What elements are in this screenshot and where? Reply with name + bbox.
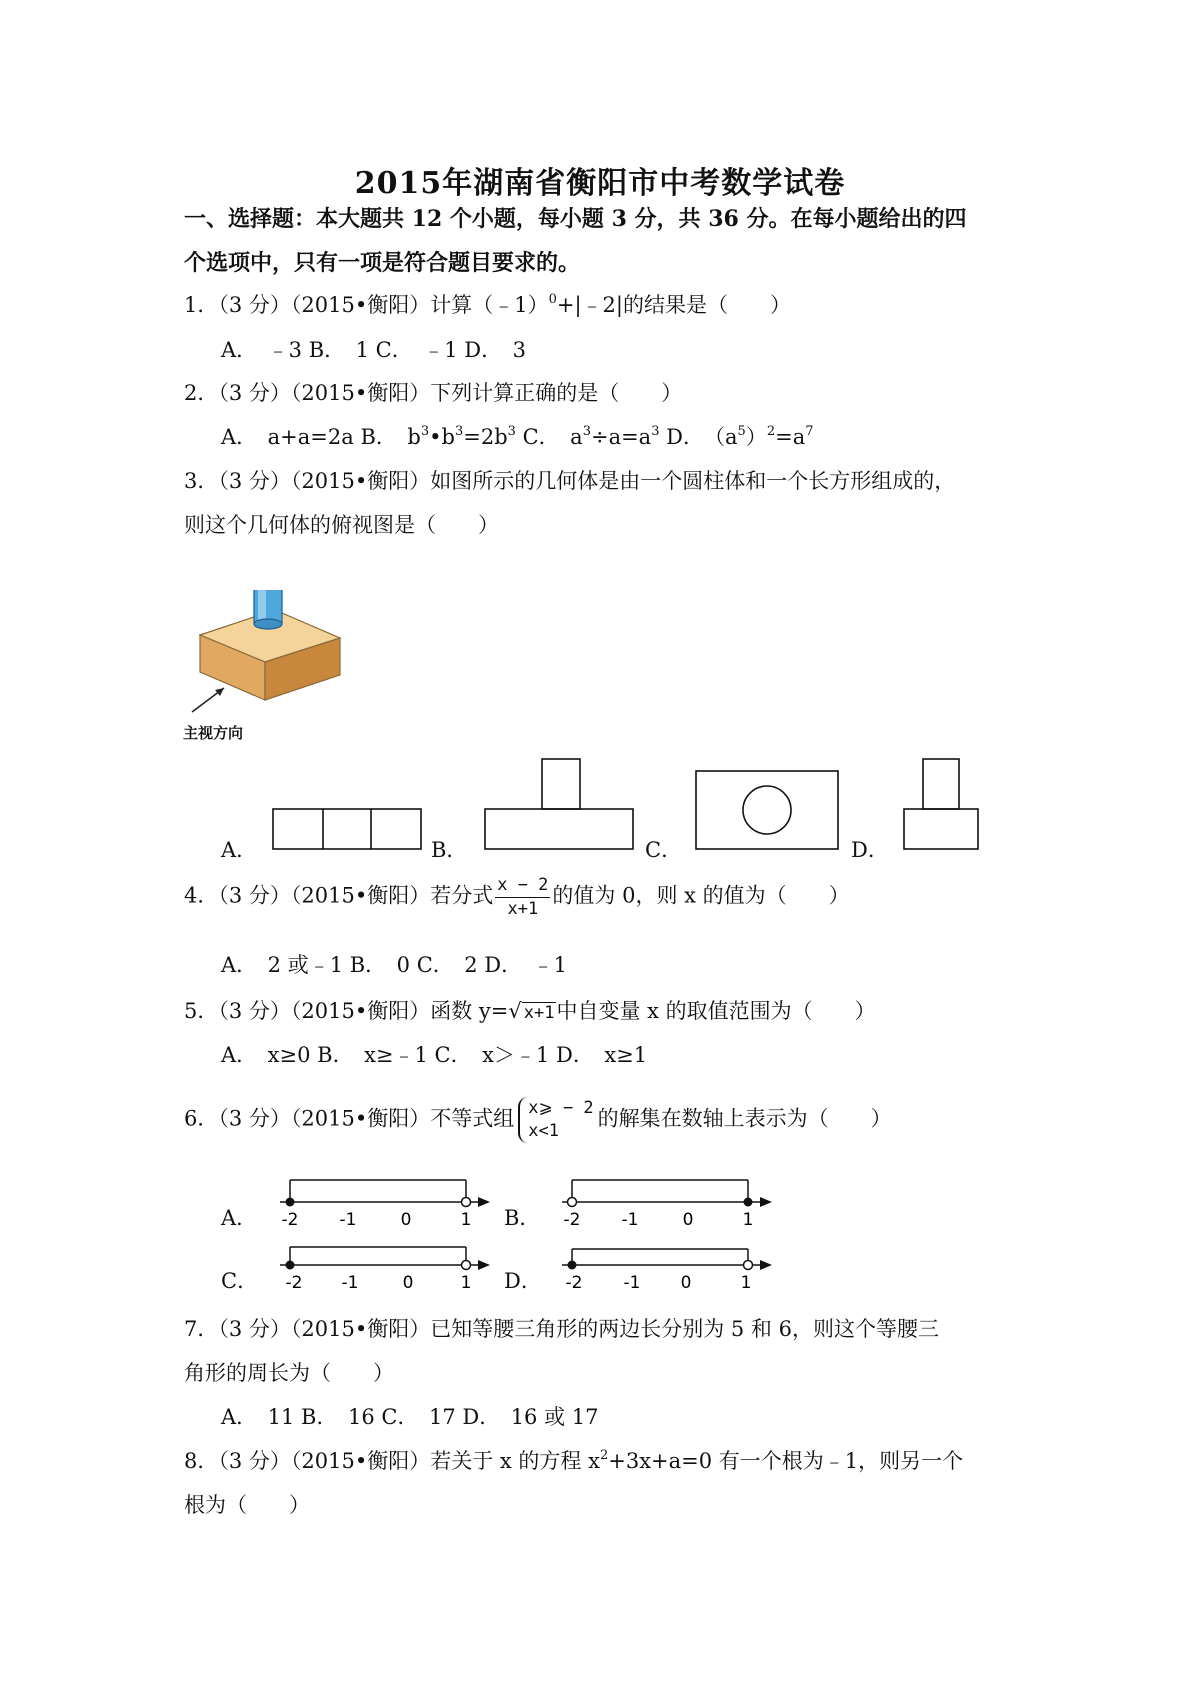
question-4 (184, 876, 850, 918)
tick-label: -2 (563, 1210, 581, 1228)
q2-eq: =2b (463, 425, 508, 449)
q2-div: ÷a=a (590, 425, 652, 449)
q6-inequality-system (518, 1097, 593, 1143)
q6-inequality-2: x<1 (528, 1120, 559, 1141)
tick-label: -1 (623, 1273, 641, 1291)
q3-option-d-view (903, 758, 981, 852)
q6-number-line-c (270, 1235, 495, 1291)
q5-radical-sign: √ (508, 999, 522, 1023)
q6-label-b: B． (504, 1206, 541, 1230)
q6-label-c: C． (221, 1269, 259, 1293)
q2-res: =a (775, 425, 806, 449)
q6-number-line-a (270, 1172, 495, 1228)
q2-sup3: 3 (507, 424, 516, 439)
q2-sup7: 2 (766, 424, 776, 439)
q4-prefix: 4．（3 分）（2015•衡阳）若分式 (184, 883, 494, 908)
question-8-line1 (184, 1445, 963, 1475)
q4-fraction (495, 876, 550, 918)
q3-option-c-view (695, 770, 841, 852)
q3-option-b-view (484, 758, 636, 852)
question-6 (184, 1097, 892, 1143)
section-heading-line2: 个选项中，只有一项是符合题目要求的。 (184, 250, 581, 276)
tick-label: -2 (281, 1210, 299, 1228)
q6-prefix: 6．（3 分）（2015•衡阳）不等式组 (184, 1106, 515, 1131)
q6-suffix: 的解集在数轴上表示为（ ） (597, 1106, 892, 1131)
question-7-line2: 角形的周长为（ ） (184, 1361, 394, 1385)
page-title: 2015年湖南省衡阳市中考数学试卷 (354, 166, 846, 201)
q2-opt-d: D． （a (659, 425, 738, 449)
tick-label: 0 (402, 1273, 414, 1291)
q4-numerator: x − 2 (495, 876, 550, 898)
q2-sup6: 5 (737, 424, 746, 439)
tick-label: 0 (682, 1210, 694, 1228)
question-3-line2: 则这个几何体的俯视图是（ ） (184, 513, 499, 537)
question-1-options: A． ﹣3 B． 1 C． ﹣1 D． 3 (221, 338, 526, 362)
tick-label: -1 (621, 1210, 639, 1228)
q3-label-b: B． (431, 838, 468, 862)
q3-option-a-view (272, 808, 424, 852)
tick-label: 0 (400, 1210, 412, 1228)
tick-label: -2 (565, 1273, 583, 1291)
question-5-options: A． x≥0 B． x≥﹣1 C． x＞﹣1 D． x≥1 (221, 1043, 648, 1067)
q6-label-a: A． (221, 1206, 258, 1230)
question-1-exponent: 0 (548, 292, 557, 307)
q2-sup5: 3 (651, 424, 660, 439)
q6-inequality-1: x⩾ − 2 (528, 1098, 594, 1118)
geometry-solid-figure (180, 590, 350, 740)
q3-label-d: D． (851, 838, 889, 862)
question-2: 2．（3 分）（2015•衡阳）下列计算正确的是（ ） (184, 381, 683, 405)
q5-suffix: 中自变量 x 的取值范围为（ ） (556, 999, 876, 1023)
q2-opt-c: C． a (515, 425, 583, 449)
question-5 (184, 995, 876, 1025)
q2-sup8: 7 (805, 424, 814, 439)
question-7-line1: 7．（3 分）（2015•衡阳）已知等腰三角形的两边长分别为 5 和 6，则这个等腰三 (184, 1317, 939, 1341)
tick-label: 0 (680, 1273, 692, 1291)
q2-sup4: 3 (582, 424, 591, 439)
q8-exponent: 2 (599, 1448, 609, 1463)
q5-prefix: 5．（3 分）（2015•衡阳）函数 y= (184, 999, 509, 1023)
q4-denominator: x+1 (507, 898, 539, 919)
q2-dot: •b (429, 425, 455, 449)
q3-label-a: A． (221, 838, 258, 862)
tick-label: 1 (460, 1210, 472, 1228)
q6-number-line-b (552, 1172, 777, 1228)
question-8-line2: 根为（ ） (184, 1493, 310, 1517)
tick-label: 1 (460, 1273, 472, 1291)
question-1 (184, 289, 791, 319)
question-3-line1: 3．（3 分）（2015•衡阳）如图所示的几何体是由一个圆柱体和一个长方形组成的， (184, 469, 956, 493)
figure-caption: 主视方向 (183, 724, 244, 742)
q5-radicand: x+1 (523, 1003, 555, 1023)
question-1-suffix: +|﹣2|的结果是（ ） (556, 293, 791, 317)
q3-label-c: C． (645, 838, 683, 862)
q4-suffix: 的值为 0，则 x 的值为（ ） (552, 883, 850, 908)
q8-prefix: 8．（3 分）（2015•衡阳）若关于 x 的方程 x (184, 1449, 600, 1473)
question-4-options: A． 2 或﹣1 B． 0 C． 2 D． ﹣1 (221, 953, 568, 977)
q8-suffix: +3x+a=0 有一个根为﹣1，则另一个 (608, 1449, 964, 1473)
tick-label: -1 (341, 1273, 359, 1291)
tick-label: -1 (339, 1210, 357, 1228)
question-2-options (221, 421, 814, 451)
question-7-options: A． 11 B． 16 C． 17 D． 16 或 17 (221, 1405, 599, 1429)
tick-label: 1 (742, 1210, 754, 1228)
q6-number-line-d (552, 1235, 777, 1291)
section-heading-line1: 一、选择题：本大题共 12 个小题，每小题 3 分，共 36 分。在每小题给出的四 (184, 206, 967, 232)
tick-label: 1 (740, 1273, 752, 1291)
q6-label-d: D． (504, 1269, 542, 1293)
q2-sup1: 3 (420, 424, 430, 439)
tick-label: -2 (285, 1273, 303, 1291)
q2-opt-ab: A． a+a=2a B． b (221, 425, 421, 449)
question-1-prefix: 1．（3 分）（2015•衡阳）计算（﹣1） (184, 293, 549, 317)
q2-sup2: 3 (454, 424, 464, 439)
q2-close: ） (745, 425, 767, 449)
